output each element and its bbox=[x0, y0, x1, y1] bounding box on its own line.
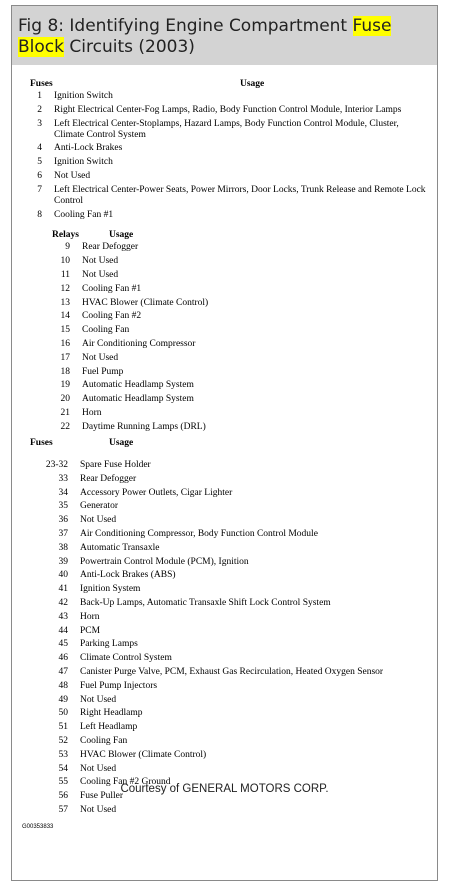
row-usage: Fuel Pump Injectors bbox=[80, 681, 158, 691]
row-number: 17 bbox=[60, 353, 70, 363]
row-number: 7 bbox=[37, 185, 42, 195]
row-number: 45 bbox=[58, 639, 68, 649]
row-usage: Fuel Pump bbox=[82, 367, 124, 377]
row-number: 18 bbox=[60, 367, 70, 377]
row-usage: PCM bbox=[80, 626, 101, 636]
row-number: 10 bbox=[60, 256, 70, 266]
fuses-header-3: Fuses bbox=[30, 438, 53, 448]
title-suffix: Circuits (2003) bbox=[63, 36, 195, 57]
row-number: 11 bbox=[60, 270, 70, 280]
row-number: 38 bbox=[58, 543, 68, 553]
row-usage: Anti-Lock Brakes bbox=[54, 143, 123, 153]
row-usage: Powertrain Control Module (PCM), Ignition bbox=[80, 557, 249, 567]
row-usage: Ignition System bbox=[80, 584, 141, 594]
row-usage: Cooling Fan #1 bbox=[82, 284, 142, 294]
row-number: 4 bbox=[37, 143, 42, 153]
row-number: 48 bbox=[58, 681, 68, 691]
row-usage: Anti-Lock Brakes (ABS) bbox=[80, 570, 176, 580]
row-usage: Rear Defogger bbox=[82, 242, 139, 252]
row-number: 39 bbox=[58, 557, 68, 567]
row-number: 42 bbox=[58, 598, 68, 608]
row-number: 57 bbox=[58, 805, 68, 815]
row-usage: Ignition Switch bbox=[54, 157, 113, 167]
usage-header-1: Usage bbox=[240, 79, 265, 89]
row-number: 52 bbox=[58, 736, 68, 746]
row-number: 23-32 bbox=[45, 460, 68, 470]
row-usage: Horn bbox=[82, 408, 102, 418]
row-usage: Not Used bbox=[80, 805, 117, 815]
row-number: 54 bbox=[58, 764, 68, 774]
figure-code: G00353833 bbox=[22, 824, 54, 830]
row-usage: Ignition Switch bbox=[54, 91, 113, 101]
row-usage: Right Headlamp bbox=[80, 708, 143, 718]
usage-header-3: Usage bbox=[109, 438, 134, 448]
row-number: 19 bbox=[60, 380, 70, 390]
row-number: 2 bbox=[37, 105, 42, 115]
row-usage: Air Conditioning Compressor, Body Function Control Module bbox=[80, 529, 318, 539]
row-usage: Not Used bbox=[80, 764, 117, 774]
row-usage: HVAC Blower (Climate Control) bbox=[80, 750, 207, 760]
relays-header: Relays bbox=[52, 230, 79, 240]
fuses-header-1: Fuses bbox=[30, 79, 53, 89]
row-number: 47 bbox=[58, 667, 68, 677]
row-usage: Not Used bbox=[82, 270, 119, 280]
row-number: 56 bbox=[58, 791, 68, 801]
row-number: 55 bbox=[58, 777, 68, 787]
row-number: 50 bbox=[58, 708, 68, 718]
row-number: 15 bbox=[60, 325, 70, 335]
row-number: 34 bbox=[58, 488, 68, 498]
row-number: 43 bbox=[58, 612, 68, 622]
row-usage: Daytime Running Lamps (DRL) bbox=[82, 422, 206, 432]
row-number: 49 bbox=[58, 695, 68, 705]
row-usage: Not Used bbox=[82, 256, 119, 266]
row-usage: Automatic Transaxle bbox=[80, 543, 160, 553]
row-number: 16 bbox=[60, 339, 70, 349]
row-number: 12 bbox=[60, 284, 70, 294]
row-usage: HVAC Blower (Climate Control) bbox=[82, 298, 209, 308]
row-number: 22 bbox=[60, 422, 70, 432]
row-usage: Accessory Power Outlets, Cigar Lighter bbox=[80, 488, 233, 498]
row-usage: Not Used bbox=[80, 515, 117, 525]
row-usage: Cooling Fan #1 bbox=[54, 210, 114, 220]
figure-frame bbox=[11, 5, 438, 881]
row-number: 1 bbox=[37, 91, 42, 101]
row-usage: Rear Defogger bbox=[80, 474, 137, 484]
row-number: 37 bbox=[58, 529, 68, 539]
courtesy-credit: Courtesy of GENERAL MOTORS CORP. bbox=[120, 783, 329, 795]
row-number: 5 bbox=[37, 157, 42, 167]
usage-header-2: Usage bbox=[109, 230, 134, 240]
row-usage: Generator bbox=[80, 501, 118, 511]
row-usage: Back-Up Lamps, Automatic Transaxle Shift Lock Control System bbox=[80, 598, 331, 608]
row-number: 44 bbox=[58, 626, 68, 636]
row-usage: Fuse Puller bbox=[80, 791, 124, 801]
row-usage: Cooling Fan #2 Ground bbox=[80, 777, 171, 787]
row-number: 3 bbox=[37, 119, 42, 129]
row-usage: Not Used bbox=[82, 353, 119, 363]
row-number: 9 bbox=[65, 242, 70, 252]
row-usage: Air Conditioning Compressor bbox=[82, 339, 196, 349]
title-highlight-fuse: Fuse bbox=[352, 16, 392, 36]
row-number: 41 bbox=[58, 584, 68, 594]
row-usage: Left Electrical Center-Stoplamps, Hazard Lamps, Body Function Control Module, Cluster, Climate Control System bbox=[54, 119, 399, 140]
row-usage: Not Used bbox=[54, 171, 91, 181]
row-number: 6 bbox=[37, 171, 42, 181]
row-number: 35 bbox=[58, 501, 68, 511]
row-number: 13 bbox=[60, 298, 70, 308]
row-usage: Climate Control System bbox=[80, 653, 172, 663]
row-number: 46 bbox=[58, 653, 68, 663]
row-usage: Horn bbox=[80, 612, 100, 622]
title-prefix: Fig 8: Identifying Engine Compartment bbox=[18, 16, 353, 36]
row-number: 51 bbox=[58, 722, 68, 732]
row-number: 36 bbox=[58, 515, 68, 525]
row-usage: Cooling Fan bbox=[82, 325, 130, 335]
row-number: 21 bbox=[60, 408, 70, 418]
figure-header bbox=[12, 6, 437, 65]
row-usage: Cooling Fan #2 bbox=[82, 311, 142, 321]
row-number: 14 bbox=[60, 311, 70, 321]
row-usage: Right Electrical Center-Fog Lamps, Radio, Body Function Control Module, Interior Lamps bbox=[54, 105, 402, 115]
row-usage: Automatic Headlamp System bbox=[82, 394, 194, 404]
row-number: 33 bbox=[58, 474, 68, 484]
row-number: 8 bbox=[37, 210, 42, 220]
row-usage: Cooling Fan bbox=[80, 736, 128, 746]
row-number: 20 bbox=[60, 394, 70, 404]
row-usage: Not Used bbox=[80, 695, 117, 705]
row-usage: Spare Fuse Holder bbox=[80, 460, 151, 470]
row-usage: Automatic Headlamp System bbox=[82, 380, 194, 390]
row-usage: Canister Purge Valve, PCM, Exhaust Gas Recirculation, Heated Oxygen Sensor bbox=[80, 667, 384, 677]
row-number: 40 bbox=[58, 570, 68, 580]
row-usage: Left Headlamp bbox=[80, 722, 138, 732]
row-number: 53 bbox=[58, 750, 68, 760]
figure-title bbox=[18, 16, 423, 57]
row-usage: Parking Lamps bbox=[80, 639, 138, 649]
title-highlight-block: Block bbox=[18, 36, 64, 57]
row-usage: Left Electrical Center-Power Seats, Power Mirrors, Door Locks, Trunk Release and Remote Lock Control bbox=[54, 185, 426, 206]
